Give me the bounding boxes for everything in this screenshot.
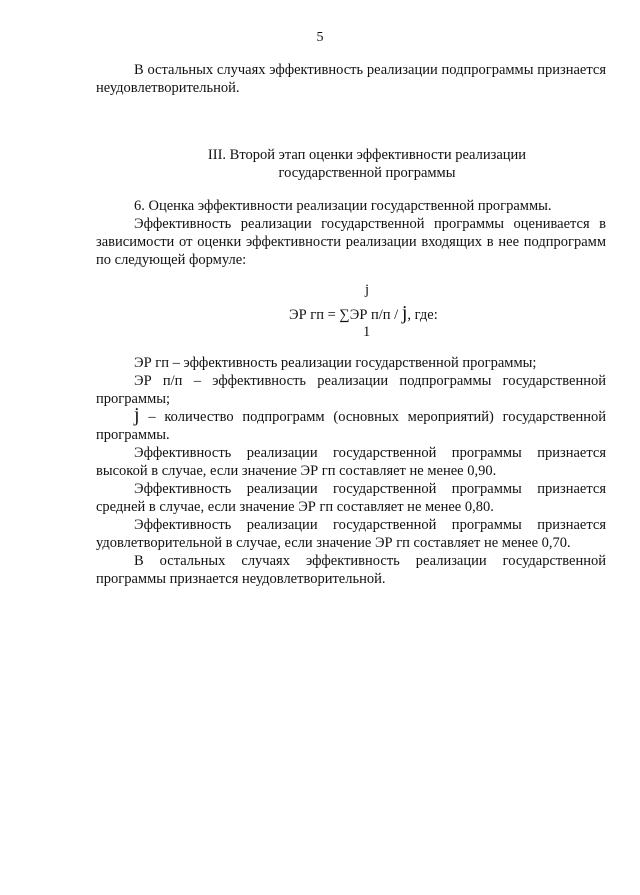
formula-tail: , где:	[407, 307, 438, 323]
criterion-satisfactory: Эффективность реализации государственной программы признается удовлетворительной в случае, если значение ЭР гп составляет не менее 0,70.	[96, 517, 606, 551]
criterion-high: Эффективность реализации государственной программы признается высокой в случае, если значение ЭР гп составляет не менее 0,90.	[96, 445, 606, 479]
definition-j-symbol: j	[134, 404, 140, 426]
efficiency-formula	[255, 282, 485, 344]
formula-lower-limit: 1	[363, 324, 371, 340]
definition-er-gp: ЭР гп – эффективность реализации государственной программы;	[134, 355, 537, 371]
formula-divisor: j	[401, 302, 408, 324]
section-6-text: Эффективность реализации государственной программы оценивается в зависимости от оценки эффективности реализации входящих в нее подпрограмм по следующей формуле:	[96, 216, 606, 268]
formula-expression	[289, 302, 438, 325]
section-heading-line-2: государственной программы	[278, 165, 456, 181]
section-6	[96, 197, 606, 269]
definitions-and-criteria	[96, 354, 606, 588]
section-heading-line-1: III. Второй этап оценки эффективности реализации	[207, 147, 527, 163]
definition-j	[96, 404, 606, 444]
formula-sum-symbol: ∑	[339, 307, 350, 323]
page-number: 5	[316, 30, 324, 45]
formula-lhs: ЭР гп =	[289, 307, 340, 323]
definition-j-text: – количество подпрограмм (основных мероприятий) государственной программы.	[96, 409, 606, 443]
formula-upper-limit: j	[365, 282, 370, 298]
section-6-title: 6. Оценка эффективности реализации государственной программы.	[134, 198, 552, 214]
criterion-medium: Эффективность реализации государственной программы признается средней в случае, если значение ЭР гп составляет не менее 0,80.	[96, 481, 606, 515]
formula-term: ЭР п/п /	[349, 307, 402, 323]
criterion-unsatisfactory: В остальных случаях эффективность реализации государственной программы признается неудовлетворительной.	[96, 553, 606, 587]
definition-er-pp: ЭР п/п – эффективность реализации подпрограммы государственной программы;	[96, 373, 606, 407]
section-heading	[96, 146, 638, 182]
intro-paragraph: В остальных случаях эффективность реализации подпрограммы признается неудовлетворительной.	[96, 62, 606, 96]
